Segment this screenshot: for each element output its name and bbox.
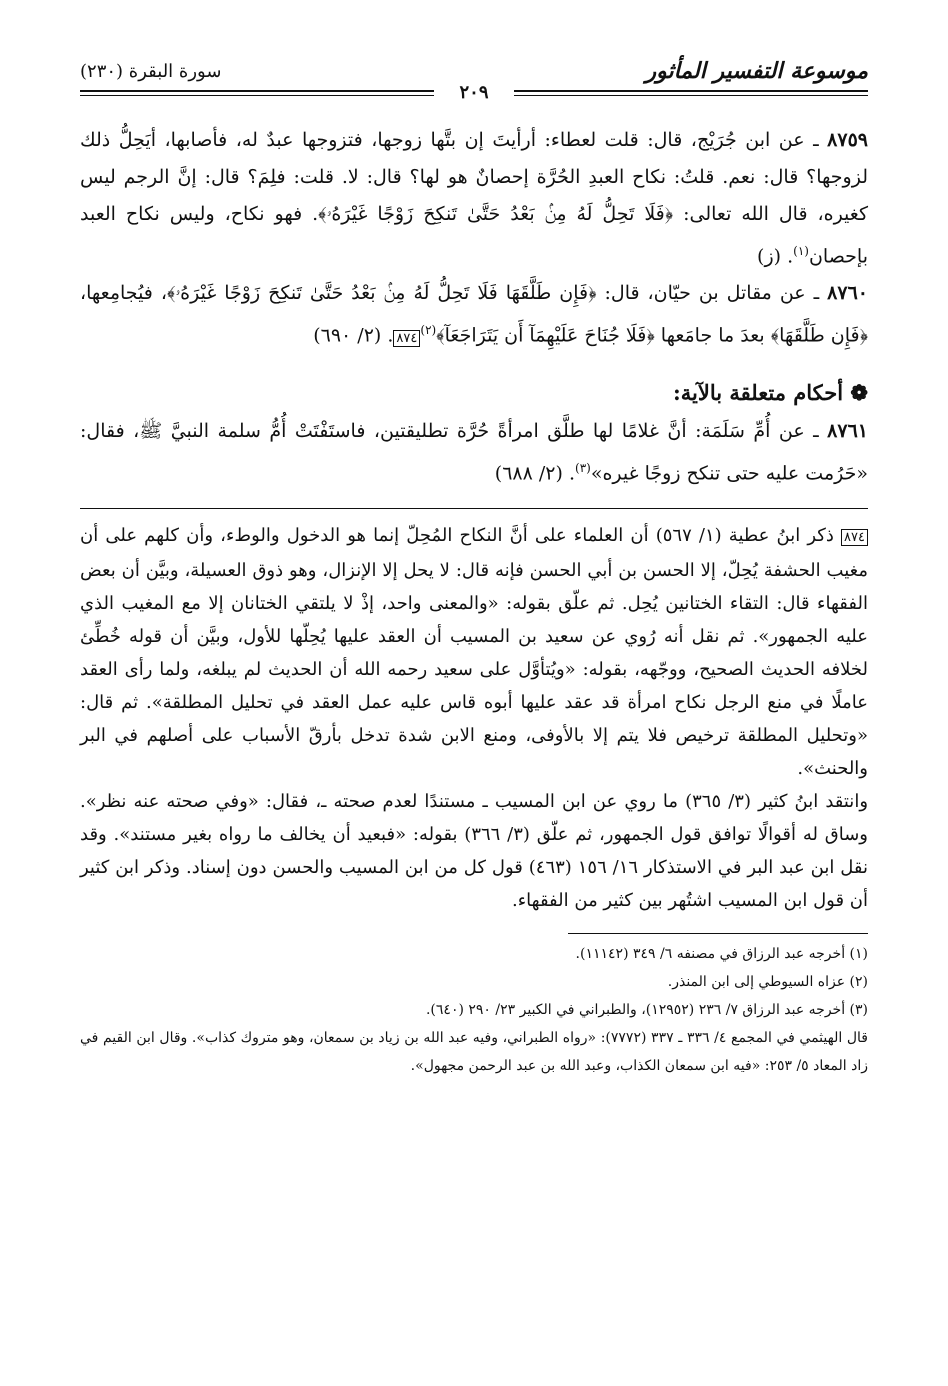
commentary: [80, 519, 868, 917]
footnote-marker[interactable]: (٣): [575, 460, 591, 475]
entry-tail: . (٢/ ٦٨٨): [494, 461, 576, 484]
entry-number: ٨٧٥٩: [827, 129, 868, 151]
entry-8760: [80, 275, 868, 356]
footnote-marker[interactable]: (١): [793, 244, 809, 258]
section-title: ❁ أحكام متعلقة بالآية:: [673, 379, 868, 405]
footnote-separator: [568, 933, 868, 934]
footnote-3-cont: قال الهيثمي في المجمع ٤/ ٣٣٦ ـ ٣٣٧ (٧٧٧٢): «رواه الطبراني، وفيه عبد الله بن زياد بن سمعان، وهو متروك كذاب». وقال ابن القيم في زاد المعاد ٥/ ٢٥٣: «فيه ابن سمعان الكذاب، وعبد الله بن عبد الرحمن مجهول».: [80, 1029, 868, 1074]
entry-text: ـ عن ابن جُرَيْج، قال: قلت لعطاء: أرأيتَ إن بتَّها زوجها، فتزوجها عبدٌ له، فأصابها، أيَحِلُّ ذلك لزوجها؟ قال: نعم. قلتُ: نكاح العبدِ الحُرَّة إحصانٌ هو لها؟ قال: لا. قلت: فلِمَ؟ قال: إنَّ الرجم ليس كغيره، قال الله تعالى: ﴿فَلَا تَحِلُّ لَهُ مِنۢ بَعْدُ حَتَّىٰ تَنكِحَ زَوْجًا غَيْرَهُۥ﴾. فهو نكاح، وليس نكاح العبد بإحصان: [80, 129, 868, 268]
footnote-1: (١) أخرجه عبد الرزاق في مصنفه ٦/ ٣٤٩ (١١١٤٢).: [575, 945, 868, 962]
entry-text: ـ عن أُمِّ سَلَمَة: أنَّ غلامًا لها طلَّق امرأةً حُرَّة تطليقتين، فاستَفْتَتْ أُمُّ سلمة النبيَّ ﷺ، فقال: «حَرُمت عليه حتى تنكح زوجًا غيره»: [80, 419, 868, 484]
entry-number: ٨٧٦٠: [827, 282, 868, 305]
footnotes: [80, 940, 868, 1080]
footnote-marker[interactable]: (٢): [420, 323, 437, 338]
footnote-2: (٢) عزاه السيوطي إلى ابن المنذر.: [667, 973, 868, 990]
commentary-text: وانتقد ابنُ كثير (٣/ ٣٦٥) ما روي عن ابن المسيب ـ مستندًا لعدم صحته ـ، فقال: «وفي صحته عنه نظر». وساق له أقوالًا توافق قول الجمهور، ثم علّق (٣/ ٣٦٦) بقوله: «فبعيد أن يخالف ما رواه بغير مستند». وقد نقل ابن عبد البر في الاستذكار ١٦/ ١٥٦ (٤٦٣) قول كل من ابن المسيب والحسن دون إسناد. وذكر ابن كثير أن قول ابن المسيب اشتُهر بين كثير من الفقهاء.: [80, 790, 869, 911]
entry-text: ـ عن مقاتل بن حيّان، قال: ﴿فَإِن طَلَّقَهَا فَلَا تَحِلُّ لَهُ مِنۢ بَعْدُ حَتَّىٰ تَنكِحَ زَوْجًا غَيْرَهُۥ﴾، فيُجامِعها، ﴿فَإِن طَلَّقَهَا﴾ بعدَ ما جامَعها ﴿فَلَا جُنَاحَ عَلَيْهِمَآ أَن يَتَرَاجَعَآ﴾: [80, 282, 868, 347]
entry-tail: . (ز): [757, 245, 794, 268]
commentary-separator: [80, 508, 868, 509]
page-content: [80, 122, 868, 1080]
entry-8759: [80, 122, 868, 275]
entry-tail: . (٢/ ٦٩٠): [313, 324, 394, 347]
book-title: موسوعة التفسير المأثور: [645, 58, 868, 84]
commentary-ref-box[interactable]: ٨٧٤: [841, 529, 868, 546]
page-number: ٢٠٩: [434, 82, 514, 104]
commentary-ref-box[interactable]: ٨٧٤: [393, 330, 420, 347]
commentary-text: ذكر ابنُ عطية (١/ ٥٦٧) أن العلماء على أنَّ النكاح المُحِلّ إنما هو الدخول والوطء، وأن كلهم على أن مغيب الحشفة يُحِلّ، إلا الحسن بن أبي الحسن فإنه قال: لا يحل إلا الإنزال، وهو ذوق العسيلة، وبيَّن أن بعض الفقهاء قال: التقاء الختانين يُحِل. ثم علّق بقوله: «والمعنى واحد، إذْ لا يلتقي الختانان إلا مع المغيب الذي عليه الجمهور». ثم نقل أنه رُوي عن سعيد بن المسيب أن العقد عليها يُحِلّها للأول، وبيَّن أن قوله خُطِّئ لخلافه الحديث الصحيح، ووجّهه، بقوله: «ويُتأوَّل على سعيد رحمه الله أن الحديث لم يبلغه، ولما رأى العقد عاملًا في منع الرجل نكاح امرأة قد عقد عليها أبوه قاس عليه عمل العقد في تحليل المطلقة». ثم قال: «وتحليل المطلقة ترخيص فلا يتم إلا بالأوفى، ومنع الابن شدة تدخل بأرقّ الأسباب على أصلهم في البر والحنث».: [80, 524, 868, 779]
entry-number: ٨٧٦١: [827, 419, 868, 442]
main-text: [80, 122, 868, 492]
footnote-3: (٣) أخرجه عبد الرزاق ٧/ ٢٣٦ (١٢٩٥٢)، والطبراني في الكبير ٢٣/ ٢٩٠ (٦٤٠).: [425, 1001, 868, 1018]
entry-8761: [80, 413, 868, 492]
commentary-para-1: [80, 519, 868, 785]
surah-label: سورة البقرة (٢٣٠): [80, 60, 222, 82]
commentary-para-2: [80, 785, 868, 917]
